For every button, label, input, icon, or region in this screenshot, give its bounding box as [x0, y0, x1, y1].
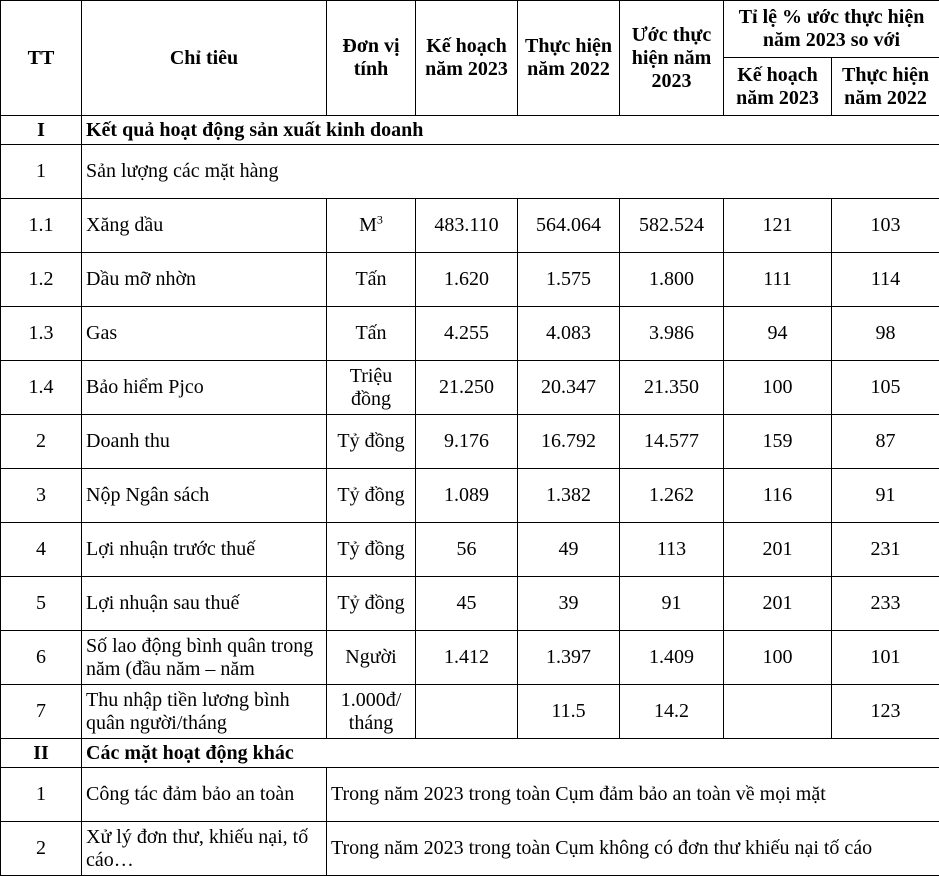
row-estimate-2023: 1.409 — [620, 631, 724, 685]
row-pct-plan: 201 — [724, 577, 832, 631]
row-pct-plan: 159 — [724, 415, 832, 469]
row-tt: 5 — [1, 577, 82, 631]
row-unit-text: Tấn — [355, 322, 386, 344]
row-unit-text: Tấn — [355, 268, 386, 290]
table-row — [1, 685, 939, 739]
row-actual-2022: 39 — [518, 577, 620, 631]
row-plan: 483.110 — [416, 199, 518, 253]
row-unit-text: Triệu đồng — [350, 365, 393, 410]
header-don-vi: Đơn vị tính — [327, 1, 416, 116]
row-actual-2022: 11.5 — [518, 685, 620, 739]
row-pct-2022: 105 — [832, 361, 939, 415]
row-actual-2022: 1.397 — [518, 631, 620, 685]
section-row — [1, 739, 939, 768]
row-unit-text: Tỷ đồng — [337, 538, 404, 560]
row-name-text: Lợi nhuận trước thuế — [86, 538, 322, 561]
table-row — [1, 415, 939, 469]
row-description: Trong năm 2023 trong toàn Cụm không có đơn thư khiếu nại tố cáo — [327, 822, 939, 876]
row-pct-2022: 101 — [832, 631, 939, 685]
table-row — [1, 199, 939, 253]
row-name-text: Doanh thu — [86, 430, 322, 453]
row-name-text: Gas — [86, 322, 322, 345]
table-row — [1, 577, 939, 631]
row-tt: 1.4 — [1, 361, 82, 415]
table-row — [1, 253, 939, 307]
row-tt: 7 — [1, 685, 82, 739]
row-unit — [327, 523, 416, 577]
row-plan: 1.089 — [416, 469, 518, 523]
row-name-text: Nộp Ngân sách — [86, 484, 322, 507]
row-name — [82, 631, 327, 685]
header-tt: TT — [1, 1, 82, 116]
row-pct-plan: 121 — [724, 199, 832, 253]
table-row — [1, 145, 939, 199]
row-name-text: Bảo hiểm Pjco — [86, 376, 322, 399]
row-unit — [327, 199, 416, 253]
row-name — [82, 469, 327, 523]
row-estimate-2023: 582.524 — [620, 199, 724, 253]
row-unit — [327, 577, 416, 631]
row-unit — [327, 631, 416, 685]
table-row — [1, 307, 939, 361]
row-pct-2022: 233 — [832, 577, 939, 631]
row-unit-sup: 3 — [377, 212, 383, 226]
row-pct-plan — [724, 685, 832, 739]
row-unit — [327, 685, 416, 739]
row-tt: 1 — [1, 768, 82, 822]
row-actual-2022: 1.575 — [518, 253, 620, 307]
header-chi-tieu: Chỉ tiêu — [82, 1, 327, 116]
row-pct-plan: 100 — [724, 631, 832, 685]
row-name: Sản lượng các mặt hàng — [82, 145, 939, 199]
row-unit-text: M — [359, 214, 377, 236]
row-pct-plan: 201 — [724, 523, 832, 577]
row-pct-2022: 123 — [832, 685, 939, 739]
row-unit-text: 1.000đ/ tháng — [341, 689, 402, 734]
row-plan: 1.412 — [416, 631, 518, 685]
row-unit-text: Tỷ đồng — [337, 484, 404, 506]
header-thuc-hien-2022: Thực hiện năm 2022 — [518, 1, 620, 116]
row-pct-plan: 100 — [724, 361, 832, 415]
row-actual-2022: 16.792 — [518, 415, 620, 469]
row-pct-plan: 116 — [724, 469, 832, 523]
row-unit-text: Tỷ đồng — [337, 592, 404, 614]
row-name — [82, 523, 327, 577]
row-name-text: Lợi nhuận sau thuế — [86, 592, 322, 615]
row-tt: 4 — [1, 523, 82, 577]
row-name — [82, 685, 327, 739]
row-tt: 1 — [1, 145, 82, 199]
row-estimate-2023: 21.350 — [620, 361, 724, 415]
row-actual-2022: 49 — [518, 523, 620, 577]
row-description: Trong năm 2023 trong toàn Cụm đảm bảo an toàn về mọi mặt — [327, 768, 939, 822]
row-unit-text: Tỷ đồng — [337, 430, 404, 452]
row-name — [82, 253, 327, 307]
table-row — [1, 822, 939, 876]
row-name-text: Xử lý đơn thư, khiếu nại, tố cáo… — [86, 826, 322, 872]
header-ke-hoach: Kế hoạch năm 2023 — [416, 1, 518, 116]
header-ti-le: Tỉ lệ % ước thực hiện năm 2023 so với — [724, 1, 939, 58]
row-name-text: Dầu mỡ nhờn — [86, 268, 322, 291]
row-tt: 2 — [1, 415, 82, 469]
section-tt: I — [1, 116, 82, 145]
row-pct-plan: 94 — [724, 307, 832, 361]
row-name-text: Số lao động bình quân trong năm (đầu năm – năm — [86, 635, 322, 681]
row-name — [82, 415, 327, 469]
table-row — [1, 523, 939, 577]
row-actual-2022: 564.064 — [518, 199, 620, 253]
row-name — [82, 361, 327, 415]
row-pct-2022: 98 — [832, 307, 939, 361]
header-ti-le-thuc-hien: Thực hiện năm 2022 — [832, 58, 939, 116]
row-name — [82, 822, 327, 876]
row-pct-2022: 231 — [832, 523, 939, 577]
row-estimate-2023: 1.800 — [620, 253, 724, 307]
row-tt: 6 — [1, 631, 82, 685]
row-pct-2022: 103 — [832, 199, 939, 253]
row-pct-2022: 114 — [832, 253, 939, 307]
row-unit — [327, 253, 416, 307]
table-row — [1, 631, 939, 685]
row-plan: 56 — [416, 523, 518, 577]
row-estimate-2023: 91 — [620, 577, 724, 631]
row-actual-2022: 1.382 — [518, 469, 620, 523]
row-name — [82, 577, 327, 631]
row-name — [82, 768, 327, 822]
table-row — [1, 768, 939, 822]
row-pct-plan: 111 — [724, 253, 832, 307]
row-plan: 9.176 — [416, 415, 518, 469]
row-plan — [416, 685, 518, 739]
section-tt: II — [1, 739, 82, 768]
row-tt: 3 — [1, 469, 82, 523]
row-plan: 4.255 — [416, 307, 518, 361]
row-name-text: Xăng dầu — [86, 214, 322, 237]
header-ti-le-ke-hoach: Kế hoạch năm 2023 — [724, 58, 832, 116]
table-row — [1, 469, 939, 523]
row-estimate-2023: 113 — [620, 523, 724, 577]
row-actual-2022: 4.083 — [518, 307, 620, 361]
row-estimate-2023: 1.262 — [620, 469, 724, 523]
row-estimate-2023: 14.577 — [620, 415, 724, 469]
row-pct-2022: 91 — [832, 469, 939, 523]
row-plan: 21.250 — [416, 361, 518, 415]
header-uoc-thuc-hien: Ước thực hiện năm 2023 — [620, 1, 724, 116]
row-tt: 1.1 — [1, 199, 82, 253]
section-title: Kết quả hoạt động sản xuất kinh doanh — [82, 116, 939, 145]
row-unit — [327, 307, 416, 361]
row-unit — [327, 361, 416, 415]
row-plan: 1.620 — [416, 253, 518, 307]
section-title: Các mặt hoạt động khác — [82, 739, 939, 768]
row-estimate-2023: 3.986 — [620, 307, 724, 361]
row-name-text: Thu nhập tiền lương bình quân người/tháng — [86, 689, 322, 735]
row-unit-text: Người — [345, 646, 396, 668]
row-plan: 45 — [416, 577, 518, 631]
row-tt: 2 — [1, 822, 82, 876]
row-estimate-2023: 14.2 — [620, 685, 724, 739]
row-actual-2022: 20.347 — [518, 361, 620, 415]
section-row — [1, 116, 939, 145]
row-tt: 1.3 — [1, 307, 82, 361]
table-row — [1, 361, 939, 415]
row-name — [82, 307, 327, 361]
row-pct-2022: 87 — [832, 415, 939, 469]
row-unit — [327, 469, 416, 523]
row-tt: 1.2 — [1, 253, 82, 307]
row-name — [82, 199, 327, 253]
row-unit — [327, 415, 416, 469]
row-name-text: Công tác đảm bảo an toàn — [86, 783, 322, 806]
